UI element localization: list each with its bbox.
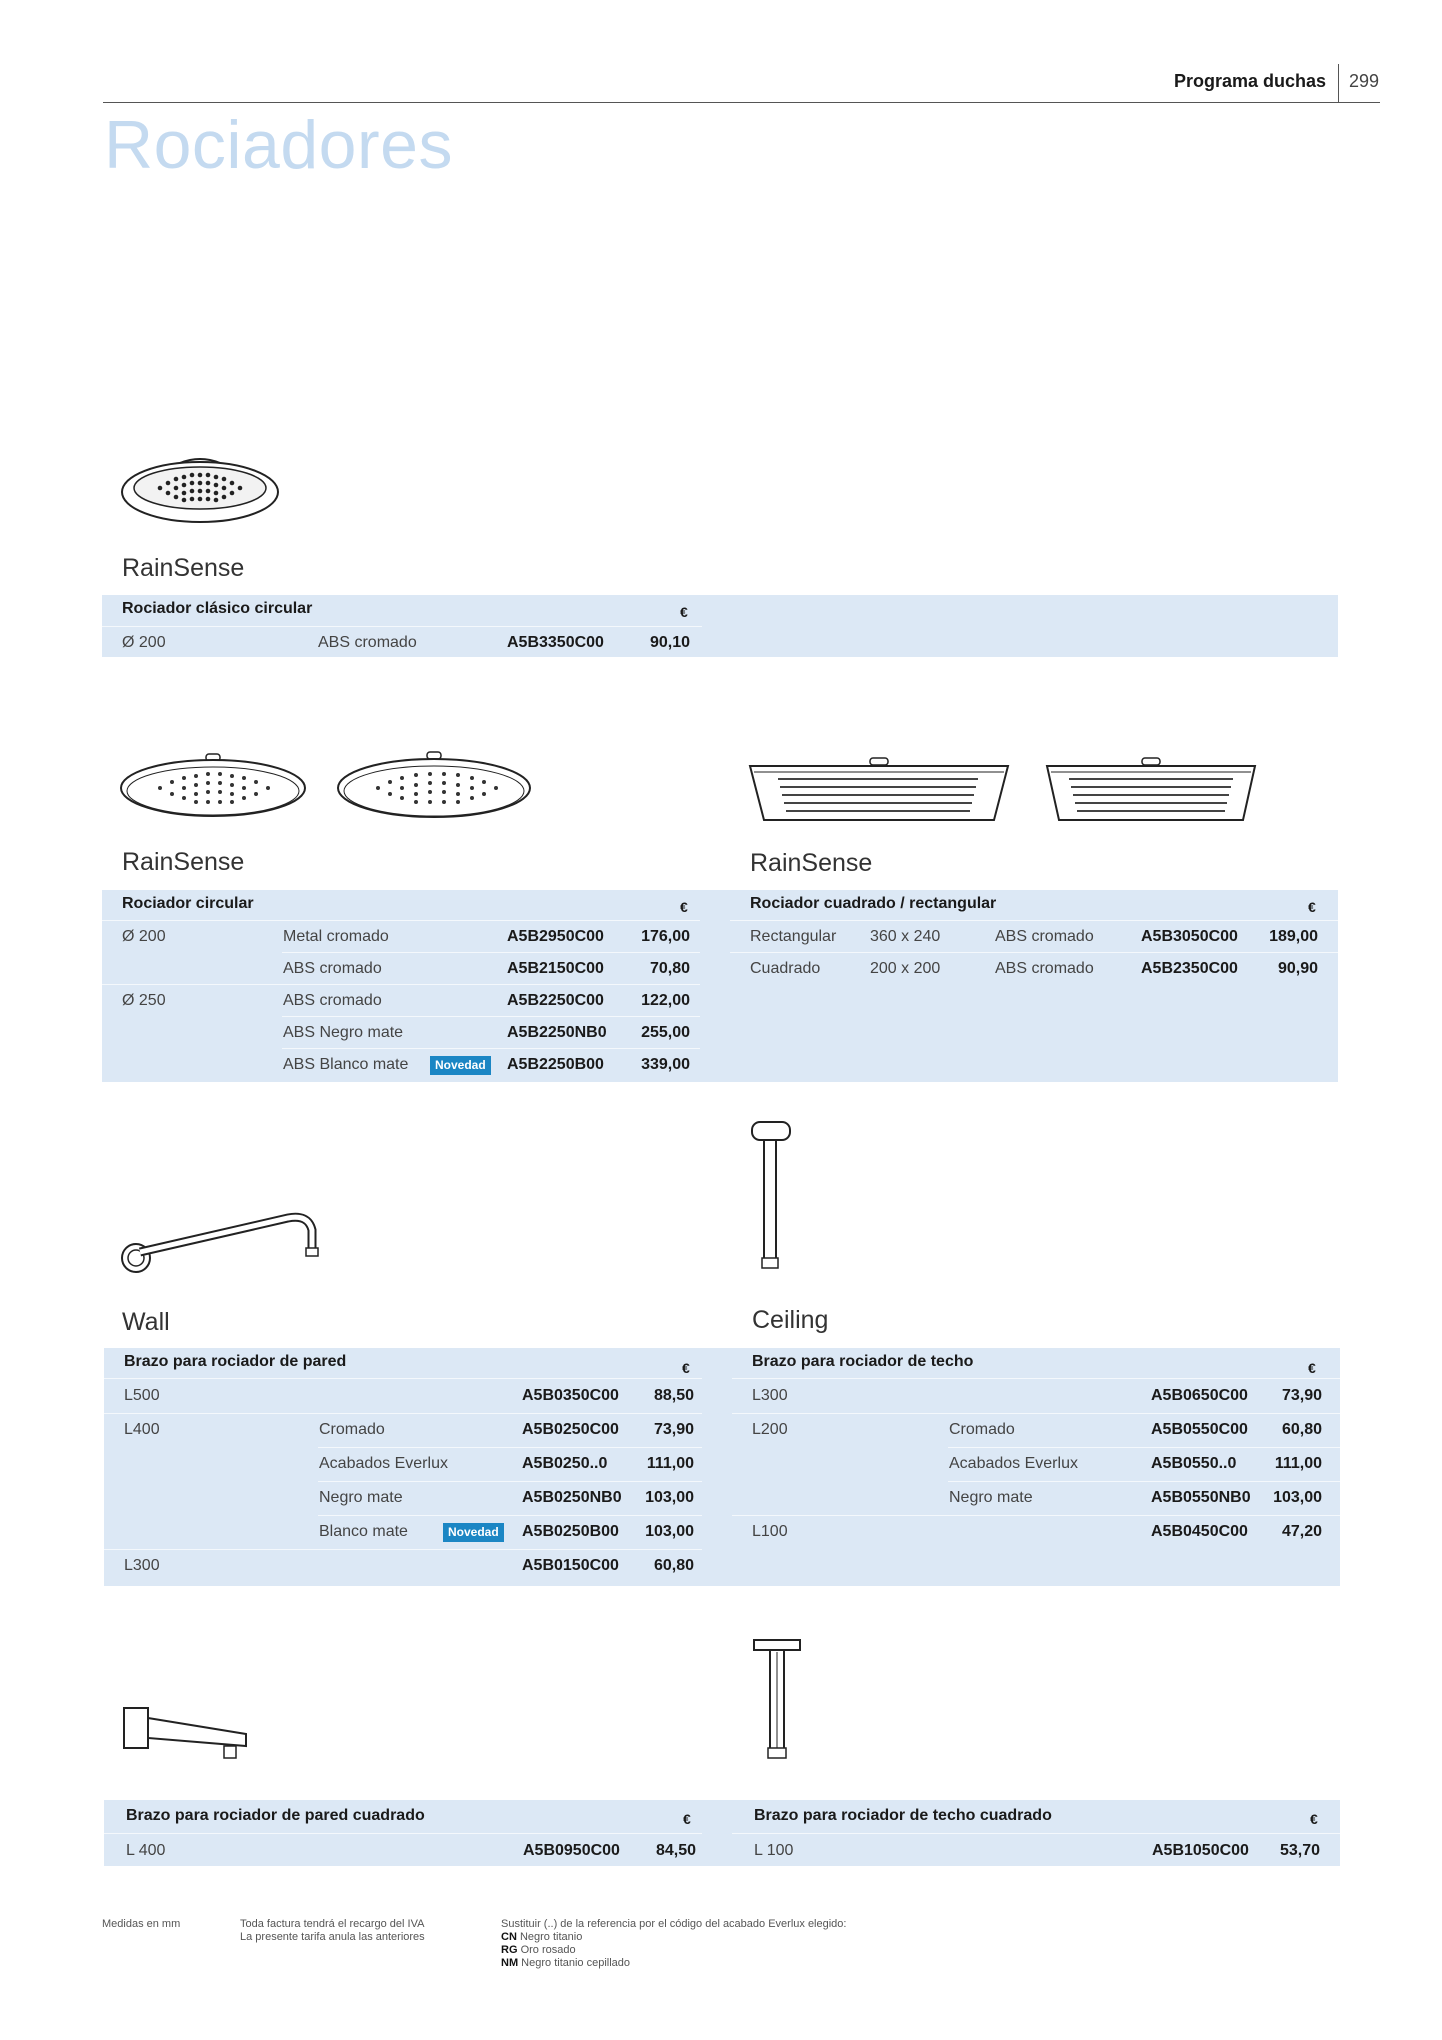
- length-cell: L200: [752, 1421, 788, 1438]
- footer-vat-line: La presente tarifa anula las anteriores: [240, 1931, 425, 1943]
- finish-cell: ABS cromado: [318, 634, 417, 651]
- finish-cell: ABS cromado: [283, 960, 382, 977]
- classic-table-title: Rociador clásico circular: [122, 600, 313, 617]
- footer-units: Medidas en mm: [102, 1918, 181, 1930]
- finish-label: Oro rosado: [520, 1944, 576, 1956]
- length-cell: L300: [124, 1557, 160, 1574]
- code-cell: A5B2250B00: [507, 1056, 604, 1073]
- currency-label: €: [680, 899, 688, 915]
- ceiling-table-title: Brazo para rociador de techo: [752, 1353, 974, 1370]
- square-ceiling-arm-image: [752, 1636, 804, 1766]
- code-cell: A5B0450C00: [1151, 1523, 1248, 1540]
- square-table-title: Rociador cuadrado / rectangular: [750, 895, 997, 912]
- finish-legend-item: [501, 1957, 846, 1970]
- footer-vat: [240, 1918, 425, 1944]
- footer-finishes: [501, 1918, 846, 1970]
- code-cell: A5B0650C00: [1151, 1387, 1248, 1404]
- table-row: [104, 1413, 1340, 1445]
- price-cell: 103,00: [645, 1523, 694, 1540]
- code-cell: A5B0550C00: [1151, 1421, 1248, 1438]
- price-cell: 189,00: [1269, 928, 1318, 945]
- square-arms-price-table: [104, 1800, 1340, 1866]
- finish-label: Negro titanio cepillado: [521, 1957, 631, 1969]
- square-shower-head-image: [1045, 756, 1257, 822]
- size-cell: Ø 200: [122, 634, 166, 651]
- table-row: [104, 1515, 1340, 1547]
- table-row: [104, 1481, 1340, 1513]
- price-cell: 60,80: [653, 1557, 694, 1574]
- finish-cell: Acabados Everlux: [319, 1455, 448, 1472]
- square-wall-table-title: Brazo para rociador de pared cuadrado: [126, 1807, 425, 1824]
- length-cell: L500: [124, 1387, 160, 1404]
- finish-label: Negro titanio: [519, 1931, 583, 1943]
- finish-cell: ABS Negro mate: [283, 1024, 404, 1041]
- price-cell: 73,90: [1281, 1387, 1322, 1404]
- code-cell: A5B2350C00: [1141, 960, 1238, 977]
- table-row: [102, 952, 1338, 984]
- price-cell: 90,10: [649, 634, 690, 651]
- round-shower-head-200-image: [120, 752, 306, 820]
- code-cell: A5B2150C00: [507, 960, 604, 977]
- finish-cell: Cromado: [319, 1421, 385, 1438]
- price-cell: 255,00: [641, 1024, 690, 1041]
- round-shower-head-250-image: [336, 750, 532, 820]
- price-cell: 90,90: [1277, 960, 1318, 977]
- finish-cell: ABS Blanco mate: [283, 1056, 409, 1073]
- currency-label: €: [682, 1360, 690, 1376]
- code-cell: A5B2950C00: [507, 928, 604, 945]
- finish-cell: ABS cromado: [995, 960, 1094, 977]
- classic-shower-head-image: [120, 455, 280, 527]
- code-cell: A5B2250C00: [507, 992, 604, 1009]
- section-title: Programa duchas: [1173, 71, 1326, 91]
- table-row: [102, 984, 1338, 1016]
- length-cell: L300: [752, 1387, 788, 1404]
- product-name-square: RainSense: [750, 849, 873, 877]
- table-row: [104, 1834, 1340, 1866]
- code-cell: A5B0950C00: [523, 1842, 620, 1859]
- footer-vat-line: Toda factura tendrá el recargo del IVA: [240, 1918, 425, 1930]
- currency-label: €: [1308, 1360, 1316, 1376]
- price-cell: 176,00: [641, 928, 690, 945]
- price-cell: 70,80: [649, 960, 690, 977]
- length-cell: L100: [752, 1523, 788, 1540]
- finish-cell: ABS cromado: [995, 928, 1094, 945]
- finish-cell: ABS cromado: [283, 992, 382, 1009]
- new-badge: Novedad: [430, 1056, 491, 1075]
- page-number: 299: [1349, 71, 1380, 91]
- product-name-classic: RainSense: [122, 554, 245, 582]
- shape-cell: Rectangular: [750, 928, 837, 945]
- code-cell: A5B3350C00: [507, 634, 604, 651]
- header-rule: [103, 102, 1380, 103]
- new-badge: Novedad: [443, 1523, 504, 1542]
- table-row: [102, 920, 1338, 952]
- code-cell: A5B2250NB0: [507, 1024, 607, 1041]
- arms-price-table: [104, 1348, 1340, 1586]
- table-row: [104, 1447, 1340, 1479]
- length-cell: L 100: [754, 1842, 794, 1859]
- classic-price-table: [102, 595, 1338, 657]
- code-cell: A5B0350C00: [522, 1387, 619, 1404]
- finish-cell: Cromado: [949, 1421, 1015, 1438]
- square-wall-arm-image: [122, 1704, 252, 1770]
- code-cell: A5B0150C00: [522, 1557, 619, 1574]
- price-cell: 88,50: [653, 1387, 694, 1404]
- price-cell: 60,80: [1281, 1421, 1322, 1438]
- finish-cell: Negro mate: [319, 1489, 403, 1506]
- finish-code: RG: [501, 1944, 518, 1956]
- length-cell: L400: [124, 1421, 160, 1438]
- circular-square-price-table: [102, 890, 1338, 1082]
- price-cell: 339,00: [641, 1056, 690, 1073]
- header-separator: [1338, 64, 1339, 102]
- price-cell: 103,00: [645, 1489, 694, 1506]
- currency-label: €: [1308, 899, 1316, 915]
- code-cell: A5B0250C00: [522, 1421, 619, 1438]
- size-cell: Ø 200: [122, 928, 166, 945]
- finish-legend-item: [501, 1931, 846, 1944]
- product-name-circular: RainSense: [122, 848, 245, 876]
- price-cell: 103,00: [1273, 1489, 1322, 1506]
- table-row: [102, 626, 1338, 658]
- finish-cell: Acabados Everlux: [949, 1455, 1078, 1472]
- footer-substitute-note: Sustituir (..) de la referencia por el código del acabado Everlux elegido:: [501, 1918, 847, 1930]
- wall-arm-image: [122, 1210, 322, 1282]
- product-name-ceiling: Ceiling: [752, 1306, 829, 1334]
- price-cell: 111,00: [1274, 1455, 1322, 1472]
- length-cell: L 400: [126, 1842, 166, 1859]
- wall-table-title: Brazo para rociador de pared: [124, 1353, 347, 1370]
- finish-cell: Metal cromado: [283, 928, 389, 945]
- table-row: [102, 1048, 1338, 1080]
- price-cell: 53,70: [1279, 1842, 1320, 1859]
- code-cell: A5B0250..0: [522, 1455, 608, 1472]
- currency-label: €: [1310, 1811, 1318, 1827]
- price-cell: 111,00: [646, 1455, 694, 1472]
- currency-label: €: [683, 1811, 691, 1827]
- code-cell: A5B0550NB0: [1151, 1489, 1251, 1506]
- finish-legend-item: [501, 1944, 846, 1957]
- price-cell: 84,50: [655, 1842, 696, 1859]
- price-cell: 47,20: [1281, 1523, 1322, 1540]
- circular-table-title: Rociador circular: [122, 895, 254, 912]
- finish-cell: Negro mate: [949, 1489, 1033, 1506]
- rectangular-shower-head-image: [748, 756, 1010, 822]
- finish-code: NM: [501, 1957, 519, 1969]
- price-cell: 122,00: [641, 992, 690, 1009]
- code-cell: A5B0250B00: [522, 1523, 619, 1540]
- ceiling-arm-image: [750, 1120, 792, 1272]
- code-cell: A5B1050C00: [1152, 1842, 1249, 1859]
- finish-code: CN: [501, 1931, 517, 1943]
- shape-cell: Cuadrado: [750, 960, 821, 977]
- code-cell: A5B3050C00: [1141, 928, 1238, 945]
- size-cell: Ø 250: [122, 992, 166, 1009]
- code-cell: A5B0550..0: [1151, 1455, 1237, 1472]
- finish-cell: Blanco mate: [319, 1523, 408, 1540]
- table-row: [102, 1016, 1338, 1048]
- page-title: Rociadores: [104, 107, 453, 183]
- code-cell: A5B0250NB0: [522, 1489, 622, 1506]
- size-cell: 360 x 240: [870, 928, 941, 945]
- product-name-wall: Wall: [122, 1308, 170, 1336]
- size-cell: 200 x 200: [870, 960, 941, 977]
- table-row: [104, 1549, 1340, 1581]
- square-ceiling-table-title: Brazo para rociador de techo cuadrado: [754, 1807, 1052, 1824]
- price-cell: 73,90: [653, 1421, 694, 1438]
- currency-label: €: [680, 604, 688, 620]
- table-row: [104, 1379, 1340, 1411]
